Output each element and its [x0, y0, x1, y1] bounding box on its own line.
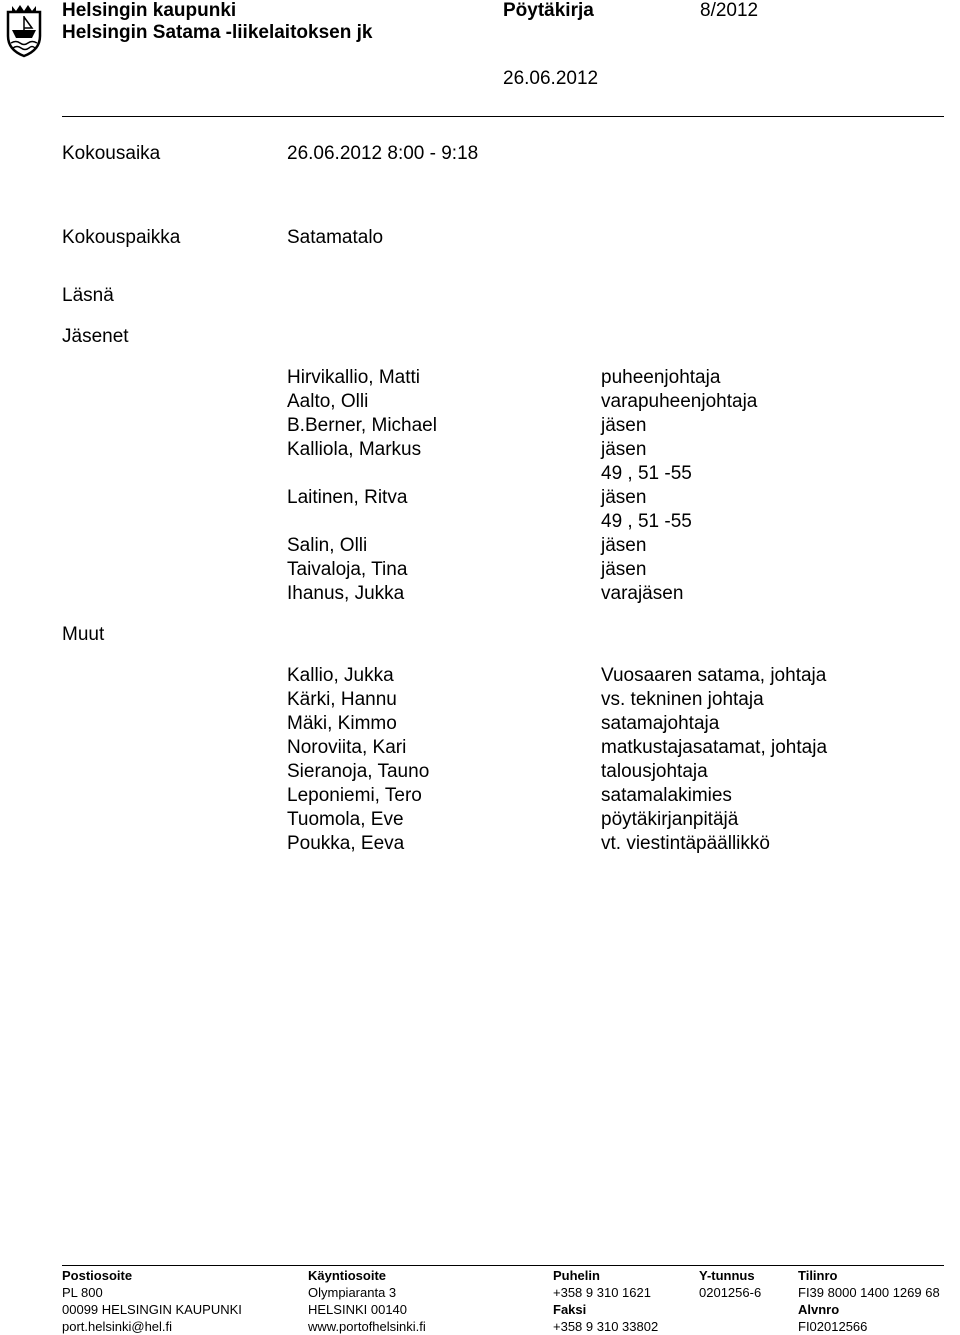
member-name: Ihanus, Jukka	[287, 583, 405, 604]
present-label: Läsnä	[62, 285, 114, 306]
footer-account	[798, 1267, 940, 1335]
other-name: Sieranoja, Tauno	[287, 761, 430, 782]
member-name: Salin, Olli	[287, 535, 368, 556]
footer-heading: Tilinro	[798, 1268, 838, 1283]
member-role: jäsen	[601, 487, 647, 508]
footer-email-link[interactable]: port.helsinki@hel.fi	[62, 1319, 173, 1334]
member-role: varajäsen	[601, 583, 684, 604]
footer-rule	[62, 1265, 944, 1266]
member-name: Aalto, Olli	[287, 391, 369, 412]
footer-heading: Puhelin	[553, 1268, 600, 1283]
footer-line: 0201256-6	[699, 1285, 762, 1300]
doc-type: Pöytäkirja	[503, 0, 594, 21]
others-roles	[601, 664, 827, 856]
other-role: satamajohtaja	[601, 713, 720, 734]
other-role: vs. tekninen johtaja	[601, 689, 764, 710]
org-name: Helsingin kaupunki	[62, 0, 237, 21]
footer-line: +358 9 310 1621	[553, 1285, 651, 1300]
others-names	[287, 664, 429, 856]
other-role: vt. viestintäpäällikkö	[601, 833, 770, 854]
footer-phone	[553, 1267, 658, 1335]
footer-heading: Y-tunnus	[699, 1268, 755, 1283]
footer-heading: Postiosoite	[62, 1268, 133, 1283]
member-role: 49 , 51 -55	[601, 511, 692, 532]
member-role: jäsen	[601, 559, 647, 580]
other-name: Kallio, Jukka	[287, 665, 394, 686]
member-role: varapuheenjohtaja	[601, 391, 758, 412]
member-role: jäsen	[601, 439, 647, 460]
member-name: Kalliola, Markus	[287, 439, 422, 460]
helsinki-crest-icon	[2, 2, 46, 58]
footer-line: 00099 HELSINGIN KAUPUNKI	[62, 1302, 242, 1317]
other-name: Kärki, Hannu	[287, 689, 397, 710]
other-name: Mäki, Kimmo	[287, 713, 397, 734]
member-role: jäsen	[601, 535, 647, 556]
other-name: Poukka, Eeva	[287, 833, 405, 854]
footer-postal	[62, 1267, 242, 1335]
footer-line: +358 9 310 33802	[553, 1319, 659, 1334]
footer-line: PL 800	[62, 1285, 103, 1300]
footer-business-id	[699, 1267, 761, 1301]
member-role: puheenjohtaja	[601, 367, 721, 388]
member-role: 49 , 51 -55	[601, 463, 692, 484]
member-role: jäsen	[601, 415, 647, 436]
other-role: satamalakimies	[601, 785, 732, 806]
member-name: Laitinen, Ritva	[287, 487, 408, 508]
member-name	[287, 462, 437, 486]
footer-heading: Käyntiosoite	[308, 1268, 387, 1283]
doc-number: 8/2012	[700, 0, 759, 21]
other-role: matkustajasatamat, johtaja	[601, 737, 828, 758]
other-name: Leponiemi, Tero	[287, 785, 422, 806]
member-name: Hirvikallio, Matti	[287, 367, 421, 388]
members-names	[287, 366, 437, 606]
footer-subheading: Faksi	[553, 1302, 587, 1317]
member-name: Taivaloja, Tina	[287, 559, 408, 580]
header-rule	[62, 116, 944, 117]
time-label: Kokousaika	[62, 143, 161, 164]
member-name	[287, 510, 437, 534]
footer-line: FI39 8000 1400 1269 68	[798, 1285, 940, 1300]
other-role: talousjohtaja	[601, 761, 708, 782]
footer-subheading: Alvnro	[798, 1302, 840, 1317]
other-role: Vuosaaren satama, johtaja	[601, 665, 827, 686]
footer-visit	[308, 1267, 426, 1335]
footer-website-link[interactable]: www.portofhelsinki.fi	[308, 1319, 426, 1334]
members-roles	[601, 366, 757, 606]
other-name: Tuomola, Eve	[287, 809, 404, 830]
place-value: Satamatalo	[287, 227, 384, 248]
footer-line: Olympiaranta 3	[308, 1285, 397, 1300]
members-label: Jäsenet	[62, 326, 129, 347]
doc-date: 26.06.2012	[503, 68, 599, 89]
others-label: Muut	[62, 624, 105, 645]
other-role: pöytäkirjanpitäjä	[601, 809, 739, 830]
member-name: B.Berner, Michael	[287, 415, 437, 436]
footer-line: HELSINKI 00140	[308, 1302, 408, 1317]
footer-line: FI02012566	[798, 1319, 868, 1334]
time-value: 26.06.2012 8:00 - 9:18	[287, 143, 479, 164]
place-label: Kokouspaikka	[62, 227, 181, 248]
org-unit: Helsingin Satama -liikelaitoksen jk	[62, 22, 373, 43]
other-name: Noroviita, Kari	[287, 737, 407, 758]
